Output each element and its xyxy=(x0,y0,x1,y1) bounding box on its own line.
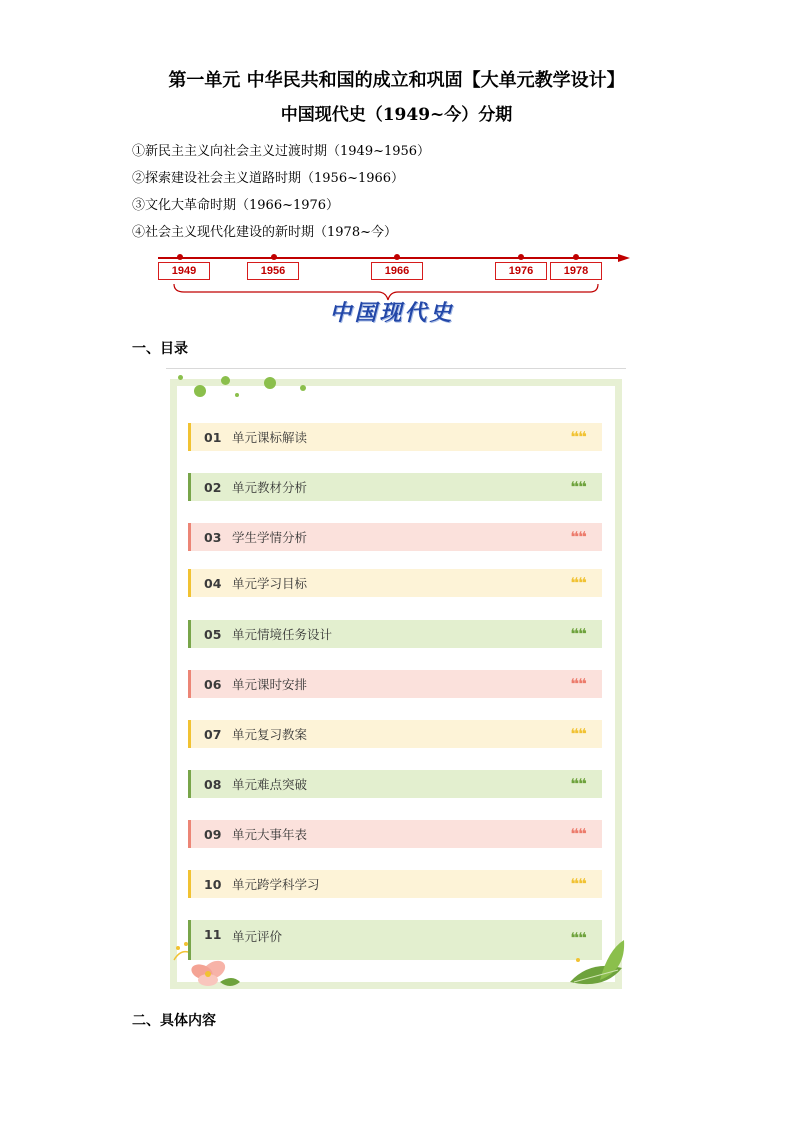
quote-icon: ❝❝ xyxy=(570,825,586,843)
period-item-4: ④社会主义现代化建设的新时期（1978~今） xyxy=(132,225,397,240)
timeline-year-1978: 1978 xyxy=(550,262,602,280)
toc-item-01[interactable] xyxy=(188,423,602,451)
section-heading-toc: 一、目录 xyxy=(132,341,188,357)
toc-item-02[interactable] xyxy=(188,473,602,501)
decor-dot xyxy=(264,377,276,389)
timeline-year-1976: 1976 xyxy=(495,262,547,280)
toc-item-number: 05 xyxy=(204,626,222,642)
flower-decoration-icon xyxy=(166,930,246,990)
toc-item-04[interactable] xyxy=(188,569,602,597)
leaf-decoration-icon xyxy=(560,920,626,990)
toc-item-number: 11 xyxy=(204,927,222,942)
quote-icon: ❝❝ xyxy=(570,574,586,592)
timeline-dot-1956 xyxy=(271,254,277,260)
decor-dot xyxy=(300,385,306,391)
toc-item-label: 单元课标解读 xyxy=(232,430,308,445)
toc-item-label: 单元难点突破 xyxy=(232,777,308,792)
toc-item-label: 单元评价 xyxy=(232,929,283,944)
quote-icon: ❝❝ xyxy=(570,428,586,446)
toc-item-number: 02 xyxy=(204,479,222,495)
timeline-arrow-icon xyxy=(618,254,630,262)
toc-item-number: 09 xyxy=(204,826,222,842)
toc-item-number: 07 xyxy=(204,726,222,742)
toc-item-09[interactable] xyxy=(188,820,602,848)
period-item-3: ③文化大革命时期（1966~1976） xyxy=(132,198,340,213)
quote-icon: ❝❝ xyxy=(570,625,586,643)
toc-item-11[interactable] xyxy=(188,920,602,960)
decor-dot xyxy=(194,385,206,397)
timeline-dot-1949 xyxy=(177,254,183,260)
toc-item-number: 04 xyxy=(204,575,222,591)
toc-item-label: 单元复习教案 xyxy=(232,727,308,742)
toc-item-08[interactable] xyxy=(188,770,602,798)
timeline-year-1956: 1956 xyxy=(247,262,299,280)
toc-item-label: 单元跨学科学习 xyxy=(232,877,320,892)
timeline-diagram xyxy=(150,248,640,328)
timeline-year-1949: 1949 xyxy=(158,262,210,280)
toc-item-number: 03 xyxy=(204,529,222,545)
toc-item-label: 单元学习目标 xyxy=(232,576,308,591)
quote-icon: ❝❝ xyxy=(570,725,586,743)
timeline-year-1966: 1966 xyxy=(371,262,423,280)
document-subtitle: 中国现代史（1949~今）分期 xyxy=(280,105,513,125)
period-item-1: ①新民主主义向社会主义过渡时期（1949~1956） xyxy=(132,144,431,159)
timeline-dot-1976 xyxy=(518,254,524,260)
timeline-dot-1978 xyxy=(573,254,579,260)
section-heading-content: 二、具体内容 xyxy=(132,1013,216,1029)
toc-item-label: 学生学情分析 xyxy=(232,530,308,545)
toc-item-label: 单元教材分析 xyxy=(232,480,308,495)
quote-icon: ❝❝ xyxy=(570,929,586,947)
quote-icon: ❝❝ xyxy=(570,528,586,546)
toc-item-number: 08 xyxy=(204,776,222,792)
toc-item-06[interactable] xyxy=(188,670,602,698)
quote-icon: ❝❝ xyxy=(570,775,586,793)
period-list xyxy=(132,138,430,246)
toc-item-number: 01 xyxy=(204,429,222,445)
period-item-2: ②探索建设社会主义道路时期（1956~1966） xyxy=(132,171,405,186)
toc-item-05[interactable] xyxy=(188,620,602,648)
document-title: 第一单元 中华民共和国的成立和巩固【大单元教学设计】 xyxy=(168,70,625,91)
toc-item-07[interactable] xyxy=(188,720,602,748)
decor-dot xyxy=(178,375,183,380)
quote-icon: ❝❝ xyxy=(570,875,586,893)
toc-item-number: 06 xyxy=(204,676,222,692)
toc-item-03[interactable] xyxy=(188,523,602,551)
decor-dot xyxy=(221,376,230,385)
toc-item-number: 10 xyxy=(204,876,222,892)
toc-item-label: 单元大事年表 xyxy=(232,827,308,842)
quote-icon: ❝❝ xyxy=(570,675,586,693)
decor-dot xyxy=(235,393,239,397)
toc-item-10[interactable] xyxy=(188,870,602,898)
toc-item-label: 单元情境任务设计 xyxy=(232,627,333,642)
timeline-dot-1966 xyxy=(394,254,400,260)
toc-item-label: 单元课时安排 xyxy=(232,677,308,692)
timeline-label: 中国现代史 xyxy=(329,300,455,326)
quote-icon: ❝❝ xyxy=(570,478,586,496)
